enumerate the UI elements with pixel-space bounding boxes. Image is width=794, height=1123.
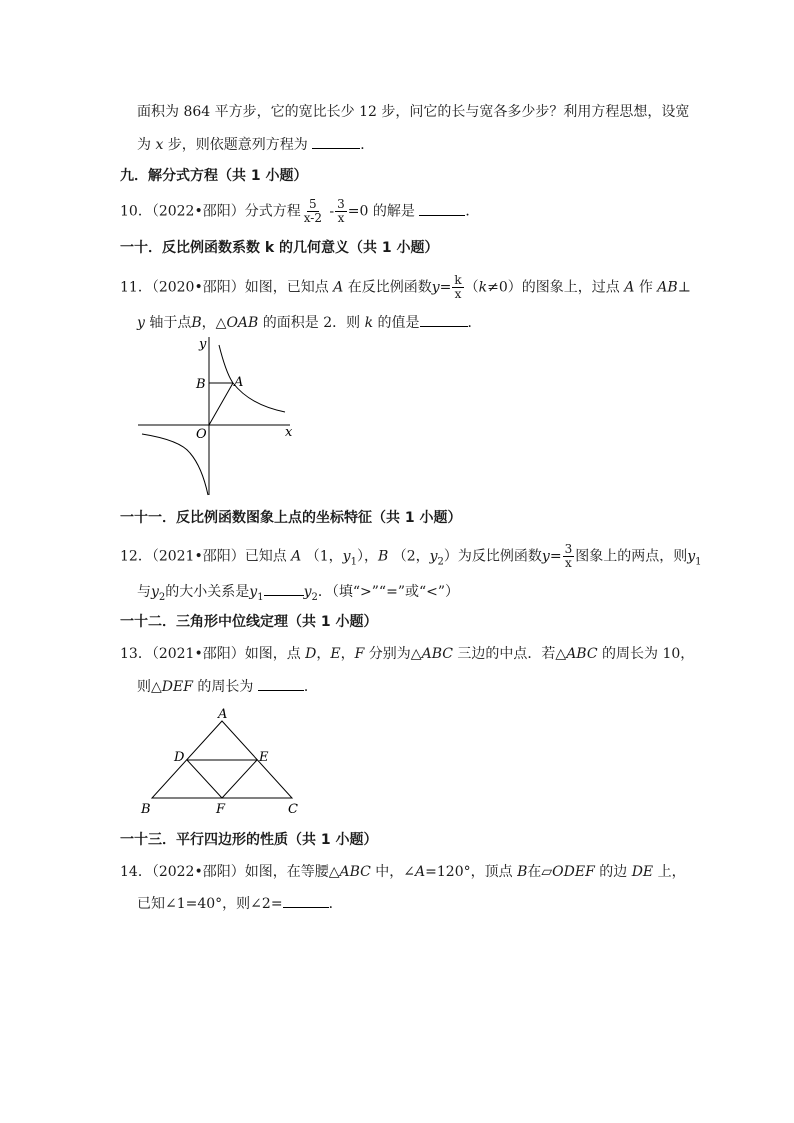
fraction-denominator: x [565,556,572,570]
problem-14-line-1 [120,862,686,882]
minus-sign: - [329,203,335,220]
fraction-denominator: x [337,211,345,225]
point-b-label: B [196,377,206,392]
problem-13-text: 的周长为 [197,679,254,695]
problem-10-text: =0 的解是 [347,203,415,220]
point-label: A [624,279,635,296]
origin-label: O [196,427,207,442]
y-axis-label: y [199,337,207,352]
punctuation: ． [360,137,375,153]
subscript: 2 [158,591,166,603]
problem-14-text: 中，∠ [375,864,416,880]
problem-9-text: 步，则依题意列方程为 [167,137,308,153]
section-heading-9: 九．解分式方程（共 1 小题） [120,168,308,184]
variable-y: y [303,584,312,600]
problem-13-line-2 [137,676,318,697]
point-d-label: D [174,750,185,765]
problem-10 [120,198,479,225]
hyperbola-figure [130,335,310,500]
subscript: 2 [437,556,444,568]
variable-y: y [541,548,550,565]
answer-blank[interactable] [312,134,360,149]
fraction-denominator: x [454,287,462,301]
section-heading-11: 一十一．反比例函数图象上点的坐标特征（共 1 小题） [120,510,462,526]
fraction-numerator: 3 [337,197,345,211]
variable-x: x [155,137,164,153]
point-label: B [191,315,202,331]
parallelogram-label: ODEF [552,864,595,880]
fraction-3-over-x [335,198,347,225]
problem-12-text: ．（填“>”“=”或“<”） [317,584,460,600]
problem-12-line-2 [137,581,459,608]
triangle-label: DEF [161,679,193,695]
triangle-label: ABC [421,646,453,662]
problem-13-text: 的周长为 10， [602,646,695,662]
triangle-label: ABC [566,646,598,662]
subscript: 2 [311,591,318,603]
problem-11-text: ，△ [201,315,227,331]
answer-blank[interactable] [419,201,465,216]
problem-14-text: =120°，顶点 [425,864,513,880]
point-label: A [333,279,344,296]
variable-y: y [249,584,258,600]
point-b-label: B [141,802,151,817]
subscript: 1 [350,556,357,568]
point-label: B [377,548,389,565]
problem-11-text: 的面积是 2．则 [262,315,361,331]
segment-label: AB [657,279,678,296]
perpendicular-symbol: ⊥ [677,279,691,296]
fraction-3-over-x [563,543,575,570]
problem-12-text: 12．（2021•邵阳）已知点 [120,548,287,565]
variable-y: y [151,584,159,600]
fraction-numerator: 5 [309,197,317,211]
point-label: A [291,548,302,565]
problem-14-text: 已知∠1=40°，则∠2= [137,896,283,912]
point-a-label: A [234,375,244,390]
point-f-label: F [216,802,226,817]
hyperbola-branch-1 [219,345,285,412]
variable-k: k [478,279,488,296]
equals-sign: = [549,548,562,565]
problem-11-text: 作 [638,279,653,296]
problem-11-text: 在反比例函数 [347,279,432,296]
problem-12-text: 的大小关系是 [165,584,250,600]
subscript: 1 [257,591,264,603]
point-a-label: A [218,707,228,722]
punctuation: ． [467,315,482,331]
problem-12-text: 图象上的两点，则 [575,548,688,565]
problem-11-text: 11．（2020•邵阳）如图，已知点 [120,279,329,296]
problem-14-text: 14．（2022•邵阳）如图，在等腰△ [120,864,340,880]
point-e-label: E [259,750,269,765]
problem-13-text: 分别为△ [368,646,422,662]
variable-y: y [429,548,438,565]
fraction-denominator: x-2 [303,211,322,225]
fraction-5-over-x-minus-2 [302,198,324,225]
punctuation: ． [328,896,343,912]
problem-12-text: （2， [392,548,430,565]
x-axis-label: x [285,425,293,440]
problem-14-text: 上， [657,864,686,880]
punctuation: ， [316,646,331,662]
problem-13-line-1 [120,644,694,664]
point-label: E [330,646,341,662]
problem-14-text: 的边 [599,864,628,880]
problem-11-text: ≠0）的图象上，过点 [487,279,620,296]
point-label: F [354,646,365,662]
problem-9-line-1 [137,102,689,122]
problem-9-text: 为 [137,137,151,153]
problem-11-line-1 [120,274,691,301]
fraction-k-over-x [452,274,463,301]
fraction-numerator: k [454,273,462,287]
triangle-label: ABC [339,864,371,880]
variable-y: y [687,548,696,565]
equals-sign: = [439,279,452,296]
problem-14-line-2 [137,893,343,914]
triangle-def [187,760,257,798]
problem-12-text: 与 [137,584,151,600]
problem-12-text: ）为反比例函数 [443,548,542,565]
answer-blank[interactable] [264,581,304,596]
variable-y: y [137,315,145,331]
problem-13-text: 13．（2021•邵阳）如图，点 [120,646,301,662]
angle-label: A [415,864,426,880]
segment-oa [209,383,233,425]
punctuation: ． [303,679,318,695]
problem-12-text: ）， [356,548,378,565]
punctuation: ， [340,646,355,662]
problem-12-text: （1， [305,548,343,565]
problem-9-line-2 [137,134,374,155]
problem-11-text: 轴于点 [149,315,192,331]
variable-y: y [431,279,440,296]
hyperbola-branch-3 [142,434,208,495]
triangle-label: OAB [226,315,259,331]
problem-13-text: 三边的中点．若△ [457,646,567,662]
section-heading-13: 一十三．平行四边形的性质（共 1 小题） [120,832,378,848]
variable-y: y [342,548,351,565]
section-heading-10: 一十．反比例函数系数 k 的几何意义（共 1 小题） [120,240,439,256]
problem-12-line-1 [120,543,702,572]
problem-9-text: 面积为 864 平方步，它的宽比长少 12 步，问它的长与宽各多少步？利用方程思想，设宽 [137,104,690,120]
point-label: B [517,864,528,880]
problem-14-text: 在▱ [527,864,553,880]
answer-blank[interactable] [420,312,468,327]
point-label: D [305,646,317,662]
problem-11-line-2 [137,312,482,333]
problem-10-label: 10．（2022•邵阳）分式方程 [120,203,301,220]
segment-label: DE [631,864,654,880]
answer-blank[interactable] [258,676,304,691]
problem-11-text: 的值是 [377,315,420,331]
midpoint-triangle-figure [136,703,306,821]
answer-blank[interactable] [283,893,329,908]
section-heading-12: 一十二．三角形中位线定理（共 1 小题） [120,614,378,630]
problem-13-text: 则△ [137,679,162,695]
variable-k: k [364,315,374,331]
fraction-numerator: 3 [564,542,573,556]
punctuation: ． [465,203,480,220]
subscript: 1 [695,556,702,568]
problem-11-text: （ [464,279,479,296]
point-c-label: C [288,802,298,817]
